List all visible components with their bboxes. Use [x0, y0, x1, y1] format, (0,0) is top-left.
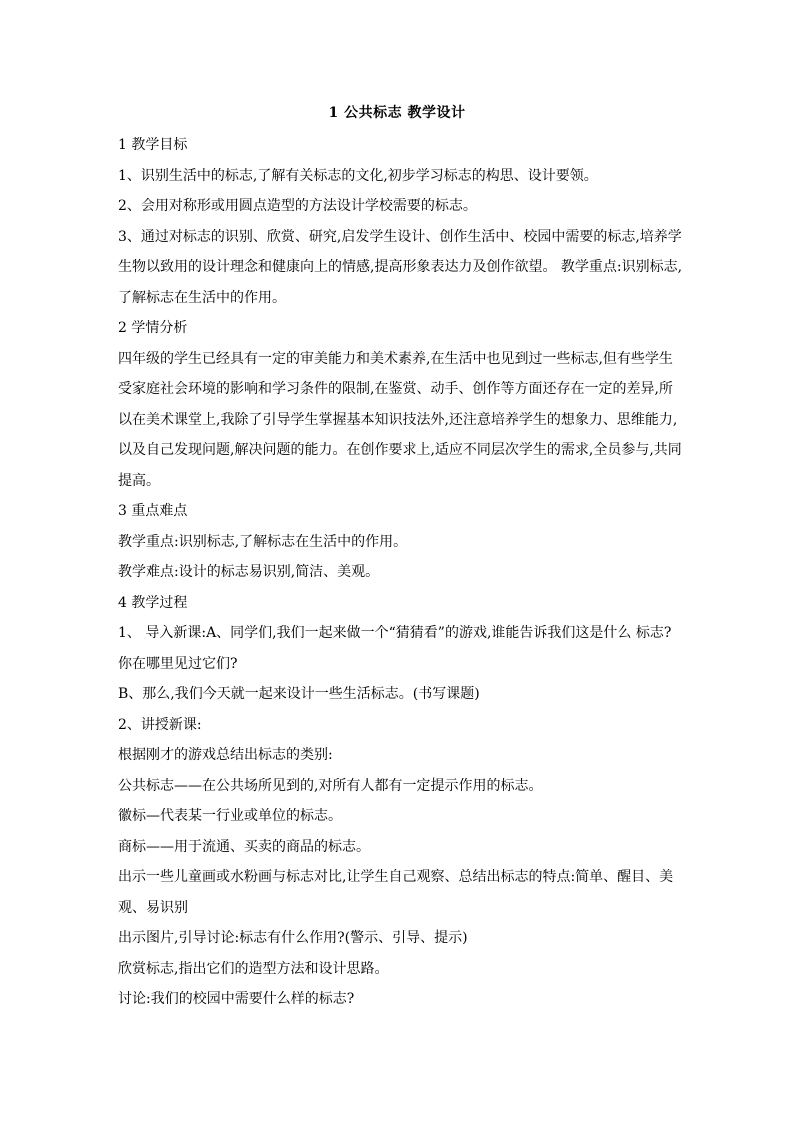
section-heading-objectives: 1 教学目标 [118, 137, 188, 153]
paragraph-line: 以在美术课堂上,我除了引导学生掌握基本知识技法外,还注意培养学生的想象力、思维能力, [118, 411, 678, 428]
paragraph-line: 教学难点:设计的标志易识别,简洁、美观。 [118, 564, 380, 580]
paragraph-line: 2、讲授新课: [118, 716, 202, 733]
paragraph-line: 公共标志——在公共场所见到的,对所有人都有一定提示作用的标志。 [118, 777, 543, 794]
paragraph-line: 讨论:我们的校园中需要什么样的标志? [118, 991, 355, 1007]
paragraph-line: 商标——用于流通、买卖的商品的标志。 [118, 838, 370, 855]
document-body [118, 130, 686, 1015]
paragraph-line: 四年级的学生已经具有一定的审美能力和美术素养,在生活中也见到过一些标志,但有些学生 [118, 350, 673, 367]
paragraph-line: 3、通过对标志的识别、欣赏、研究,启发学生设计、创作生活中、校园中需要的标志,培养学 [118, 228, 682, 245]
paragraph-line: 徽标—代表某一行业或单位的标志。 [118, 808, 342, 824]
paragraph-line: 生物以致用的设计理念和健康向上的情感,提高形象表达力及创作欲望。 教学重点:识别标志, [118, 259, 683, 275]
paragraph-line: 出示一些儿童画或水粉画与标志对比,让学生自己观察、总结出标志的特点:简单、醒目、美 [118, 869, 674, 885]
paragraph-line: B、那么,我们今天就一起来设计一些生活标志。(书写课题) [118, 686, 480, 702]
section-heading-key-points: 3 重点难点 [118, 503, 188, 519]
paragraph-line: 1、识别生活中的标志,了解有关标志的文化,初步学习标志的构思、设计要领。 [118, 167, 598, 184]
section-heading-analysis: 2 学情分析 [118, 320, 188, 336]
paragraph-line: 你在哪里见过它们? [118, 655, 238, 672]
paragraph-line: 出示图片,引导讨论:标志有什么作用?(警示、引导、提示) [118, 930, 468, 946]
paragraph-line: 欣赏标志,指出它们的造型方法和设计思路。 [118, 960, 389, 977]
paragraph-line: 提高。 [118, 472, 160, 489]
paragraph-line: 受家庭社会环境的影响和学习条件的限制,在鉴赏、动手、创作等方面还存在一定的差异,所 [118, 381, 673, 397]
document-title: 1 公共标志 教学设计 [328, 105, 466, 121]
paragraph-line: 了解标志在生活中的作用。 [118, 289, 286, 306]
paragraph-line: 教学重点:识别标志,了解标志在生活中的作用。 [118, 533, 408, 550]
paragraph-line: 1、 导入新课:A、同学们,我们一起来做一个“猜猜看”的游戏,谁能告诉我们这是什么 标志? [118, 625, 672, 641]
paragraph-line: 以及自己发现问题,解决问题的能力。在创作要求上,适应不同层次学生的需求,全员参与,共同 [118, 442, 682, 458]
paragraph-line: 2、会用对称形或用圆点造型的方法设计学校需要的标志。 [118, 198, 477, 214]
section-heading-process: 4 教学过程 [118, 594, 188, 611]
paragraph-line: 观、易识别 [118, 899, 188, 916]
paragraph-line: 根据刚才的游戏总结出标志的类别: [118, 747, 333, 763]
